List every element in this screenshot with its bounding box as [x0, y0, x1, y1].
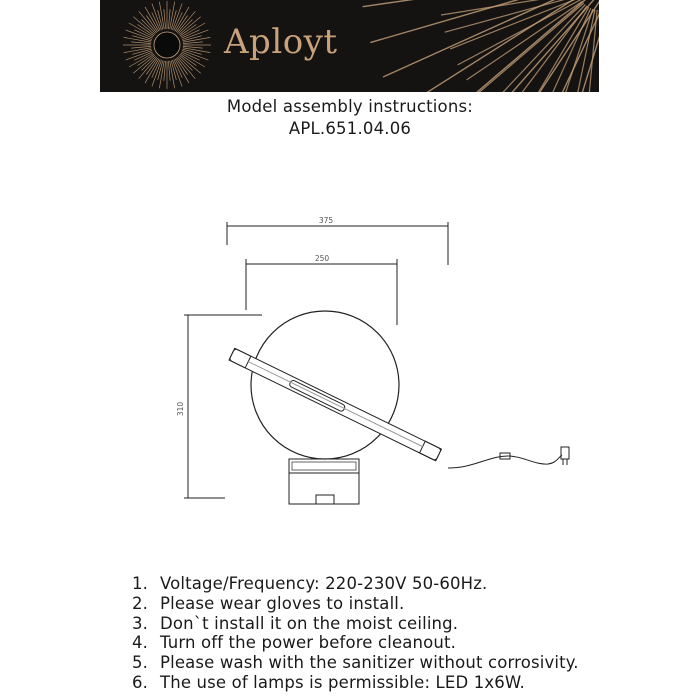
- instruction-text: The use of lamps is permissible: LED 1x6W.: [160, 672, 525, 692]
- model-number: APL.651.04.06: [288, 119, 412, 138]
- instruction-item: [132, 673, 579, 693]
- instruction-text: Please wash with the sanitizer without corrosivity.: [160, 653, 579, 673]
- instruction-number: 6.: [132, 672, 149, 692]
- lamp-base-body: [289, 473, 359, 504]
- instruction-text: Don`t install it on the moist ceiling.: [160, 613, 459, 633]
- lamp-base-switch: [316, 495, 334, 504]
- instruction-item: [132, 614, 579, 634]
- page-title: Model assembly instructions:: [226, 97, 474, 116]
- instruction-item: [132, 653, 579, 673]
- plug-icon: [561, 447, 569, 459]
- instruction-text: Voltage/Frequency: 220-230V 50-60Hz.: [160, 574, 488, 593]
- instructions-list: [132, 574, 579, 693]
- instruction-number: 4.: [132, 633, 149, 653]
- instruction-number: 1.: [132, 574, 149, 593]
- dim-label-overall-width: 375: [318, 216, 334, 225]
- glass-globe: [251, 311, 399, 459]
- instruction-text: Please wear gloves to install.: [160, 593, 405, 613]
- brand-name: Aployt: [224, 22, 338, 62]
- instruction-item: [132, 594, 579, 614]
- instruction-item: [132, 633, 579, 653]
- instruction-item: [132, 574, 579, 594]
- instruction-number: 5.: [132, 653, 149, 673]
- power-cable: [448, 455, 562, 468]
- instruction-number: 2.: [132, 593, 149, 613]
- dim-label-height: 310: [176, 401, 185, 417]
- instruction-number: 3.: [132, 613, 149, 633]
- dim-label-globe-width: 250: [314, 254, 330, 263]
- lamp-base-top: [289, 459, 359, 473]
- lamp-base-inset: [292, 462, 356, 470]
- led-tube: [229, 348, 441, 461]
- instruction-text: Turn off the power before cleanout.: [160, 633, 456, 653]
